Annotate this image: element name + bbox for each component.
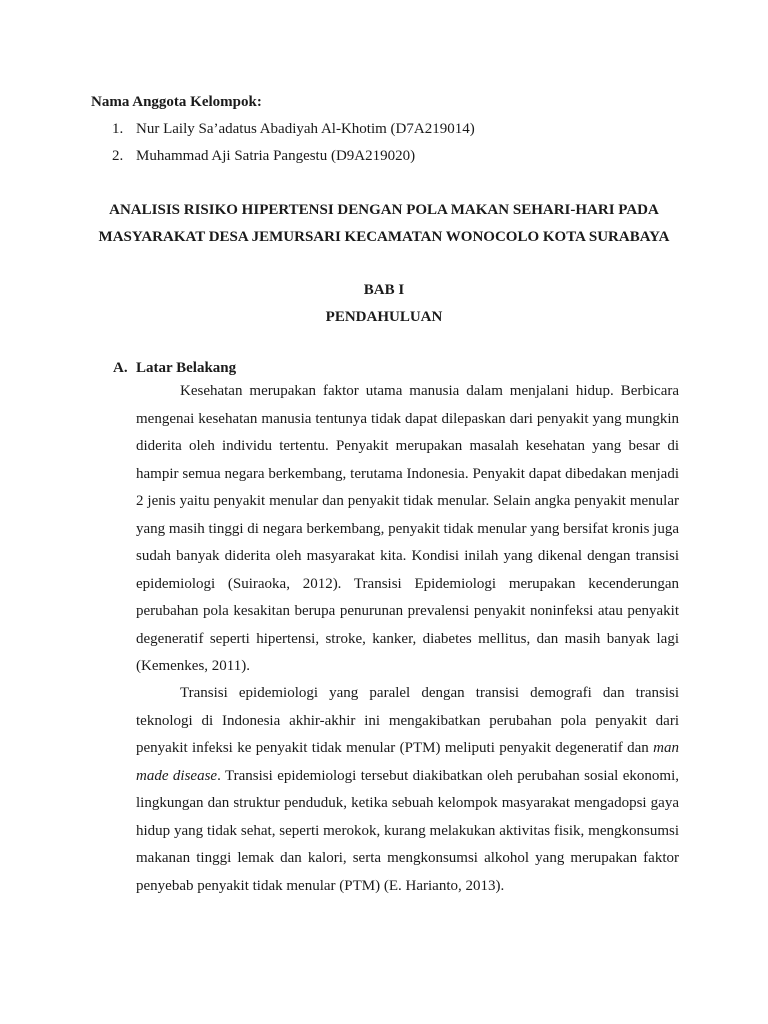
member-number: 1. xyxy=(112,121,124,137)
paragraph-text: Kesehatan merupakan faktor utama manusia dalam menjalani hidup. Berbicara mengenai kesehatan manusia tentunya tidak dapat dilepaskan dari penyakit yang mungkin diderita oleh individu tertentu. Penyakit merupakan masalah kesehatan yang besar di hampir semua negara berkembang, terutama Indonesia. Penyakit dapat dibedakan menjadi 2 jenis yaitu penyakit menular dan penyakit tidak menular. Selain angka penyakit menular yang masih tinggi di negara berkembang, penyakit tidak menular yang bersifat kronis juga sudah banyak diderita oleh masyarakat kita. Kondisi inilah yang dikenal dengan transisi epidemiologi (Suiraoka, 2012). Transisi Epidemiologi merupakan kecenderungan perubahan pola kesakitan berupa penurunan prevalensi penyakit noninfeksi atau penyakit degeneratif seperti hipertensi, stroke, kanker, diabetes mellitus, dan masih banyak lagi (Kemenkes, 2011). xyxy=(136,383,679,674)
chapter-title: PENDAHULUAN xyxy=(325,309,443,325)
members-heading: Nama Anggota Kelompok: xyxy=(91,94,262,110)
document-title-line-1: ANALISIS RISIKO HIPERTENSI DENGAN POLA MAKAN SEHARI-HARI PADA xyxy=(109,202,659,218)
section-title: Latar Belakang xyxy=(136,360,237,376)
chapter-number: BAB I xyxy=(363,282,405,298)
italic-term: man made disease xyxy=(136,740,679,784)
body-paragraph xyxy=(136,378,679,681)
member-item xyxy=(112,119,475,139)
paragraph-text-part: . Transisi epidemiologi tersebut diakibatkan oleh perubahan sosial ekonomi, lingkungan dan struktur penduduk, ketika sebuah kelompok masyarakat mengadopsi gaya hidup yang tidak sehat, seperti merokok, kurang melakukan aktivitas fisik, mengkonsumsi makanan tinggi lemak dan kalori, serta mengkonsumsi alkohol yang merupakan faktor penyebab penyakit tidak menular (PTM) (E. Harianto, 2013). xyxy=(136,767,680,894)
document-title-line-2: MASYARAKAT DESA JEMURSARI KECAMATAN WONOCOLO KOTA SURABAYA xyxy=(98,229,670,245)
section-letter: A. xyxy=(113,360,128,376)
member-number: 2. xyxy=(112,148,124,164)
member-item xyxy=(112,146,415,166)
member-name: Muhammad Aji Satria Pangestu (D9A219020) xyxy=(136,148,416,164)
body-paragraph xyxy=(136,680,679,900)
section-heading xyxy=(113,358,236,378)
paragraph-text-part: Transisi epidemiologi yang paralel dengan transisi demografi dan transisi teknologi di Indonesia akhir-akhir ini mengakibatkan perubahan pola penyakit dari penyakit infeksi ke penyakit tidak menular (PTM) meliputi penyakit degeneratif dan xyxy=(136,685,679,756)
member-name: Nur Laily Sa’adatus Abadiyah Al-Khotim (D7A219014) xyxy=(136,121,475,137)
